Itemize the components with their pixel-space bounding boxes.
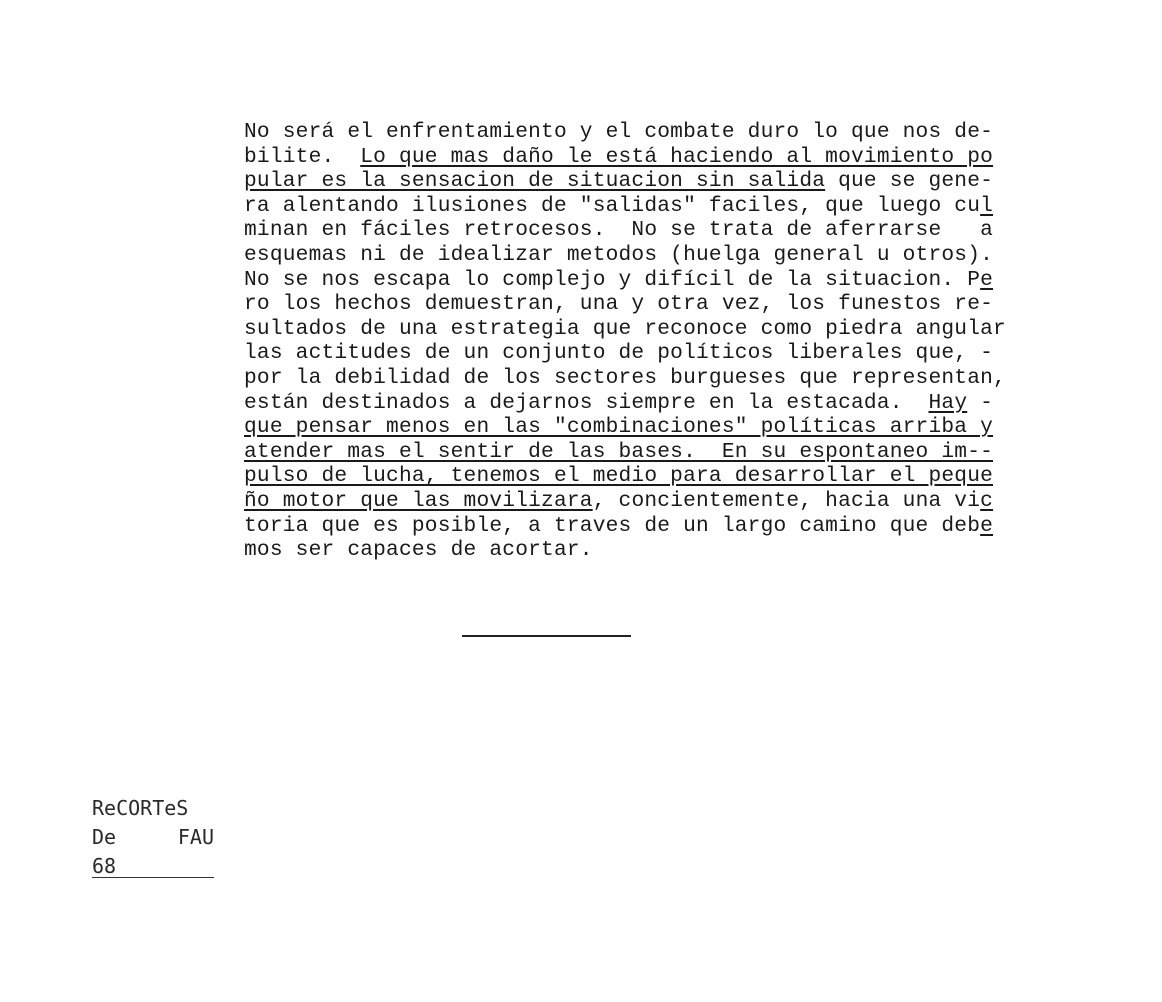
text-line [244,218,1084,243]
text-segment: están destinados a dejarnos siempre en la estacada. [244,390,929,415]
text-segment: , concientemente, hacia una vi [592,488,981,513]
text-segment: mos ser capaces de acortar. [244,538,593,563]
text-line [244,120,1084,145]
text-line [244,341,1084,366]
underlined-text: Hay [928,390,968,415]
text-line [244,268,1084,293]
stamp-underline [92,877,214,878]
text-line [244,440,1084,465]
text-line [244,391,1084,416]
text-segment: esquemas ni de idealizar metodos (huelga general u otros). [244,242,994,267]
text-segment: bilite. [244,144,361,169]
underlined-text: l [980,193,994,218]
text-segment: sultados de una estrategia que reconoce como piedra angular [244,316,1006,341]
text-segment: ra alentando ilusiones de "salidas" faciles, que luego cu [244,193,981,218]
text-line [244,514,1084,539]
text-segment: - [967,390,994,415]
underlined-text: e [980,513,994,538]
archive-stamp [92,794,214,881]
text-line [244,366,1084,391]
underlined-text: atender mas el sentir de las bases. En su espontaneo im-- [244,439,994,464]
underlined-text: pular es la sensacion de situacion sin salida [244,169,826,194]
text-segment: minan en fáciles retrocesos. No se trata de aferrarse a [244,218,994,243]
stamp-fau: FAU [177,825,214,849]
text-line [244,243,1084,268]
text-segment: No se nos escapa lo complejo y difícil de la situacion. P [244,267,981,292]
stamp-title: ReCORTeS [92,796,189,820]
text-line [244,317,1084,342]
stamp-line-1 [92,794,214,823]
text-line [244,464,1084,489]
text-line [244,194,1084,219]
text-line [244,538,1084,563]
underlined-text: pulso de lucha, tenemos el medio para desarrollar el peque [244,464,994,489]
stamp-de: De [92,825,117,849]
text-line [244,169,1084,194]
underlined-text: que pensar menos en las "combinaciones" políticas arriba y [244,415,994,440]
underlined-text: e [980,267,994,292]
text-line [244,145,1084,170]
text-line [244,489,1084,514]
text-line [244,415,1084,440]
text-segment: No será el enfrentamiento y el combate duro lo que nos de- [244,120,994,144]
underlined-text: c [980,488,994,513]
text-segment: ro los hechos demuestran, una y otra vez, los funestos re- [244,292,994,317]
text-segment: que se gene- [825,169,994,194]
underlined-text: ño motor que las movilizara [244,488,593,513]
section-divider [462,635,631,637]
text-line [244,292,1084,317]
stamp-number: 68 [92,854,117,878]
text-segment: toria que es posible, a traves de un largo camino que deb [244,513,981,538]
text-segment: por la debilidad de los sectores burgueses que representan, [244,365,1006,390]
body-paragraph [244,120,1084,563]
underlined-text: Lo que mas daño le está haciendo al movimiento po [360,144,994,169]
stamp-line-2 [92,823,214,852]
text-segment: las actitudes de un conjunto de políticos liberales que, - [244,341,994,366]
